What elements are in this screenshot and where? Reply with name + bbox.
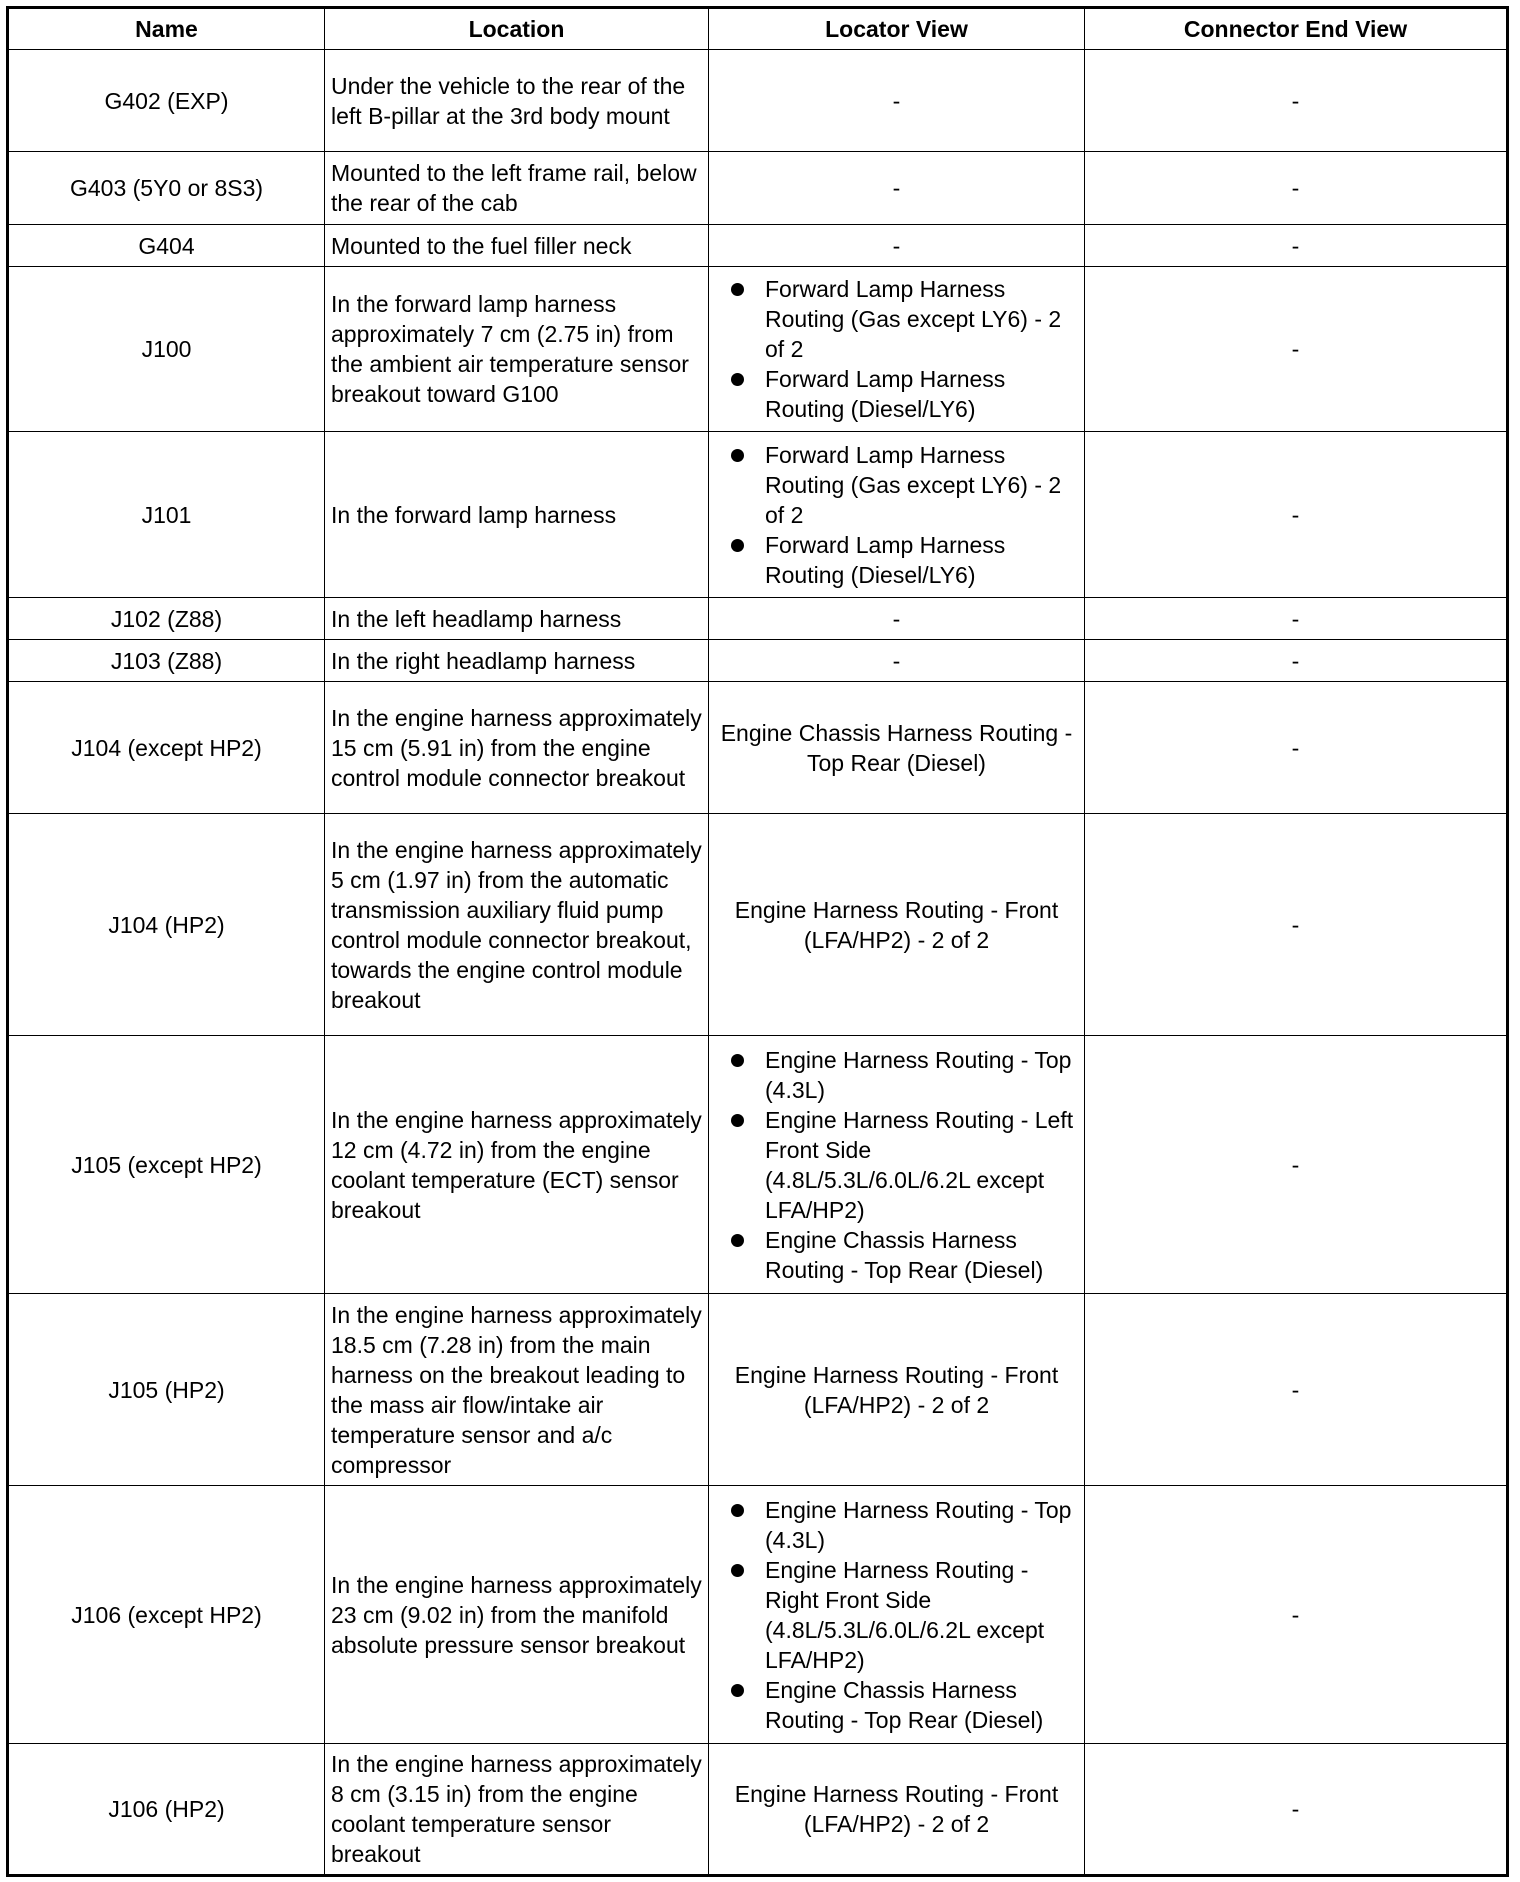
cell-connector-end-view: - bbox=[1085, 50, 1508, 152]
cell-name: J104 (except HP2) bbox=[8, 682, 325, 814]
cell-locator-view bbox=[709, 1486, 1085, 1744]
cell-location: In the forward lamp harness approximately 7 cm (2.75 in) from the ambient air temperature sensor breakout toward G100 bbox=[325, 267, 709, 432]
cell-location: In the forward lamp harness bbox=[325, 432, 709, 598]
locator-item[interactable]: Engine Chassis Harness Routing - Top Rear (Diesel) bbox=[765, 1675, 1078, 1735]
cell-locator-view[interactable]: Engine Harness Routing - Front (LFA/HP2) - 2 of 2 bbox=[709, 1294, 1085, 1486]
header-connector-end-view: Connector End View bbox=[1085, 8, 1508, 50]
cell-connector-end-view: - bbox=[1085, 225, 1508, 267]
locator-list bbox=[715, 1045, 1078, 1285]
cell-name: J100 bbox=[8, 267, 325, 432]
cell-connector-end-view: - bbox=[1085, 267, 1508, 432]
cell-connector-end-view: - bbox=[1085, 640, 1508, 682]
cell-locator-view: - bbox=[709, 225, 1085, 267]
table-row bbox=[8, 814, 1508, 1036]
locator-item[interactable]: Engine Harness Routing - Right Front Side (4.8L/5.3L/6.0L/6.2L except LFA/HP2) bbox=[765, 1555, 1078, 1675]
cell-connector-end-view: - bbox=[1085, 682, 1508, 814]
locator-item[interactable]: Forward Lamp Harness Routing (Gas except LY6) - 2 of 2 bbox=[765, 274, 1078, 364]
cell-location: In the right headlamp harness bbox=[325, 640, 709, 682]
table-row bbox=[8, 1486, 1508, 1744]
table-row bbox=[8, 1036, 1508, 1294]
table-row bbox=[8, 1744, 1508, 1876]
cell-name: J105 (HP2) bbox=[8, 1294, 325, 1486]
locator-list bbox=[715, 440, 1078, 590]
cell-connector-end-view: - bbox=[1085, 814, 1508, 1036]
cell-location: In the engine harness approximately 18.5 cm (7.28 in) from the main harness on the breakout leading to the mass air flow/intake air temperature sensor and a/c compressor bbox=[325, 1294, 709, 1486]
table-row bbox=[8, 267, 1508, 432]
cell-location: Mounted to the left frame rail, below the rear of the cab bbox=[325, 152, 709, 225]
cell-connector-end-view: - bbox=[1085, 1486, 1508, 1744]
cell-name: G402 (EXP) bbox=[8, 50, 325, 152]
cell-locator-view[interactable]: Engine Harness Routing - Front (LFA/HP2) - 2 of 2 bbox=[709, 1744, 1085, 1876]
cell-name: J106 (HP2) bbox=[8, 1744, 325, 1876]
cell-location: In the engine harness approximately 23 cm (9.02 in) from the manifold absolute pressure sensor breakout bbox=[325, 1486, 709, 1744]
header-locator-view: Locator View bbox=[709, 8, 1085, 50]
cell-location: Under the vehicle to the rear of the left B-pillar at the 3rd body mount bbox=[325, 50, 709, 152]
table-row bbox=[8, 432, 1508, 598]
cell-name: J105 (except HP2) bbox=[8, 1036, 325, 1294]
locator-item[interactable]: Forward Lamp Harness Routing (Gas except LY6) - 2 of 2 bbox=[765, 440, 1078, 530]
cell-name: G403 (5Y0 or 8S3) bbox=[8, 152, 325, 225]
cell-location: In the engine harness approximately 15 cm (5.91 in) from the engine control module connector breakout bbox=[325, 682, 709, 814]
cell-connector-end-view: - bbox=[1085, 1294, 1508, 1486]
table-row bbox=[8, 640, 1508, 682]
header-location: Location bbox=[325, 8, 709, 50]
cell-locator-view bbox=[709, 432, 1085, 598]
table-row bbox=[8, 682, 1508, 814]
cell-locator-view bbox=[709, 1036, 1085, 1294]
cell-name: J106 (except HP2) bbox=[8, 1486, 325, 1744]
table-row bbox=[8, 1294, 1508, 1486]
cell-connector-end-view: - bbox=[1085, 598, 1508, 640]
connector-table bbox=[6, 6, 1509, 1877]
locator-item[interactable]: Forward Lamp Harness Routing (Diesel/LY6) bbox=[765, 364, 1078, 424]
locator-item[interactable]: Engine Harness Routing - Top (4.3L) bbox=[765, 1045, 1078, 1105]
cell-connector-end-view: - bbox=[1085, 432, 1508, 598]
cell-name: J104 (HP2) bbox=[8, 814, 325, 1036]
cell-locator-view: - bbox=[709, 598, 1085, 640]
locator-item[interactable]: Forward Lamp Harness Routing (Diesel/LY6) bbox=[765, 530, 1078, 590]
locator-item[interactable]: Engine Chassis Harness Routing - Top Rear (Diesel) bbox=[765, 1225, 1078, 1285]
cell-locator-view[interactable]: Engine Chassis Harness Routing - Top Rear (Diesel) bbox=[709, 682, 1085, 814]
header-name: Name bbox=[8, 8, 325, 50]
cell-location: In the engine harness approximately 5 cm (1.97 in) from the automatic transmission auxiliary fluid pump control module connector breakout, towards the engine control module breakout bbox=[325, 814, 709, 1036]
locator-list bbox=[715, 1495, 1078, 1735]
table-row bbox=[8, 50, 1508, 152]
header-row bbox=[8, 8, 1508, 50]
cell-name: G404 bbox=[8, 225, 325, 267]
locator-item[interactable]: Engine Harness Routing - Left Front Side (4.8L/5.3L/6.0L/6.2L except LFA/HP2) bbox=[765, 1105, 1078, 1225]
cell-locator-view: - bbox=[709, 152, 1085, 225]
cell-connector-end-view: - bbox=[1085, 1744, 1508, 1876]
cell-connector-end-view: - bbox=[1085, 152, 1508, 225]
cell-locator-view[interactable]: Engine Harness Routing - Front (LFA/HP2) - 2 of 2 bbox=[709, 814, 1085, 1036]
table-row bbox=[8, 152, 1508, 225]
cell-location: In the engine harness approximately 12 cm (4.72 in) from the engine coolant temperature (ECT) sensor breakout bbox=[325, 1036, 709, 1294]
locator-list bbox=[715, 274, 1078, 424]
cell-location: Mounted to the fuel filler neck bbox=[325, 225, 709, 267]
cell-location: In the engine harness approximately 8 cm (3.15 in) from the engine coolant temperature sensor breakout bbox=[325, 1744, 709, 1876]
cell-connector-end-view: - bbox=[1085, 1036, 1508, 1294]
cell-locator-view: - bbox=[709, 640, 1085, 682]
cell-name: J101 bbox=[8, 432, 325, 598]
table-row bbox=[8, 598, 1508, 640]
table-row bbox=[8, 225, 1508, 267]
cell-location: In the left headlamp harness bbox=[325, 598, 709, 640]
cell-locator-view bbox=[709, 267, 1085, 432]
cell-name: J103 (Z88) bbox=[8, 640, 325, 682]
locator-item[interactable]: Engine Harness Routing - Top (4.3L) bbox=[765, 1495, 1078, 1555]
cell-name: J102 (Z88) bbox=[8, 598, 325, 640]
cell-locator-view: - bbox=[709, 50, 1085, 152]
